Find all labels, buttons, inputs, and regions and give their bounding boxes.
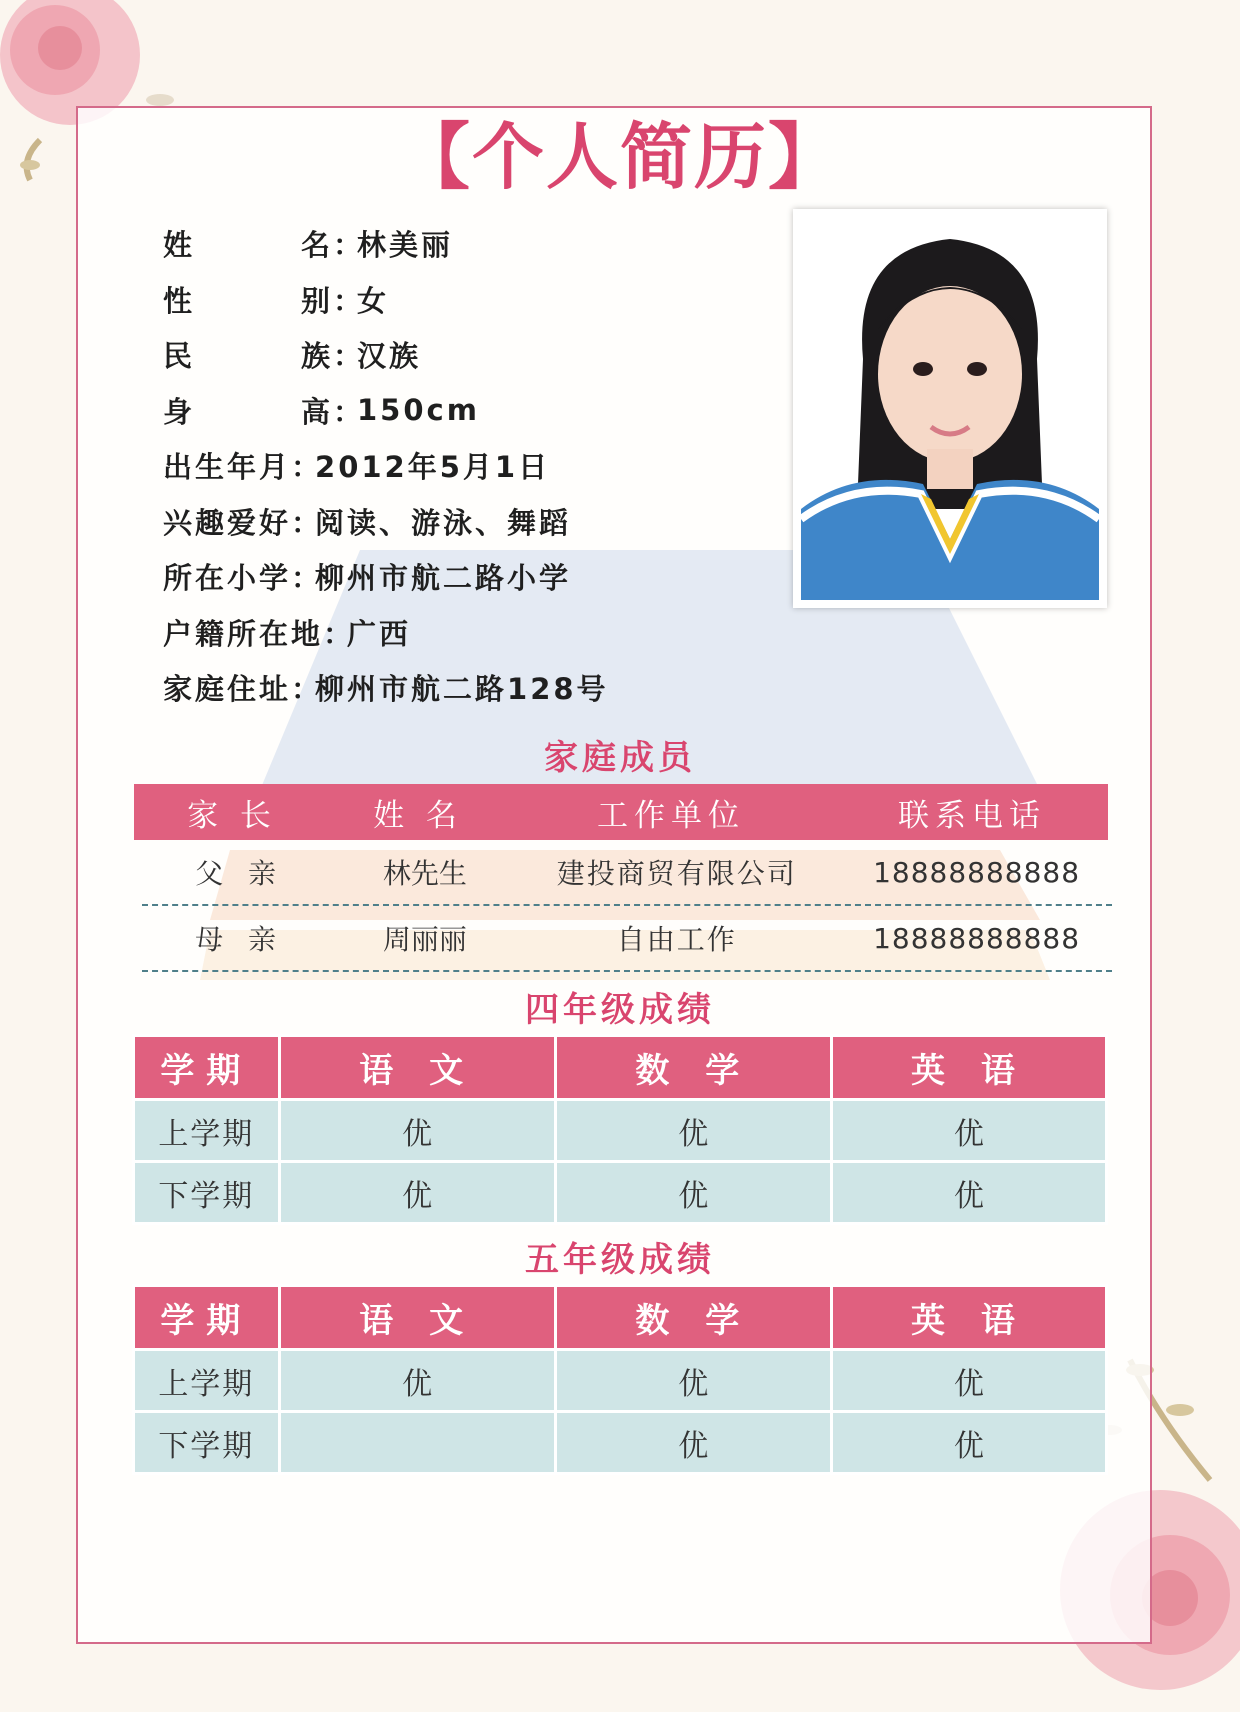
info-row-name: 姓名 ： 林美丽 bbox=[163, 228, 454, 263]
info-row-school: 所在小学 ： 柳州市航二路小学 bbox=[163, 561, 572, 596]
header-chinese: 语 文 bbox=[279, 1286, 555, 1350]
grade4-header-row bbox=[134, 1036, 1107, 1100]
header-english: 英 语 bbox=[831, 1036, 1106, 1100]
info-row-address: 家庭住址 ： 柳州市航二路128号 bbox=[163, 672, 609, 707]
table-row: 母 亲 周丽丽 自由工作 18888888888 bbox=[142, 906, 1112, 972]
table-row: 上学期 优 优 优 bbox=[134, 1350, 1107, 1412]
header-english: 英 语 bbox=[831, 1286, 1106, 1350]
table-row: 父 亲 林先生 建投商贸有限公司 18888888888 bbox=[142, 840, 1112, 906]
info-row-ethnicity: 民族 ： 汉族 bbox=[163, 339, 422, 374]
table-row: 下学期 优 优 bbox=[134, 1412, 1107, 1474]
info-row-hukou: 户籍所在地 ： 广西 bbox=[163, 616, 412, 651]
header-math: 数 学 bbox=[555, 1286, 831, 1350]
info-row-birth: 出生年月 ： 2012年5月1日 bbox=[163, 450, 551, 485]
info-row-hobbies: 兴趣爱好 ： 阅读、游泳、舞蹈 bbox=[163, 505, 572, 540]
header-term: 学期 bbox=[134, 1036, 280, 1100]
family-header-work: 工作单位 bbox=[597, 797, 745, 834]
grade5-header-row bbox=[134, 1286, 1107, 1350]
header-term: 学期 bbox=[134, 1286, 280, 1350]
family-section-title: 家庭成员 bbox=[544, 738, 696, 778]
family-header-name: 姓 名 bbox=[373, 797, 463, 834]
family-table bbox=[134, 784, 1108, 972]
table-row: 上学期 优 优 优 bbox=[134, 1100, 1107, 1162]
family-header-parent: 家 长 bbox=[187, 797, 277, 834]
grade5-section-title: 五年级成绩 bbox=[525, 1240, 715, 1280]
page-title: 【个人简历】 bbox=[397, 115, 842, 199]
personal-info bbox=[163, 216, 609, 716]
grade4-section-title: 四年级成绩 bbox=[525, 990, 715, 1030]
table-row: 下学期 优 优 优 bbox=[134, 1162, 1107, 1224]
grade4-table bbox=[132, 1034, 1108, 1225]
grade5-table bbox=[132, 1284, 1108, 1475]
portrait-photo bbox=[793, 209, 1107, 608]
family-header-phone: 联系电话 bbox=[898, 797, 1046, 834]
info-row-height: 身高 ： 150cm bbox=[163, 393, 480, 429]
info-row-gender: 性别 ： 女 bbox=[163, 283, 390, 318]
header-math: 数 学 bbox=[555, 1036, 831, 1100]
family-table-header bbox=[134, 784, 1108, 840]
header-chinese: 语 文 bbox=[279, 1036, 555, 1100]
